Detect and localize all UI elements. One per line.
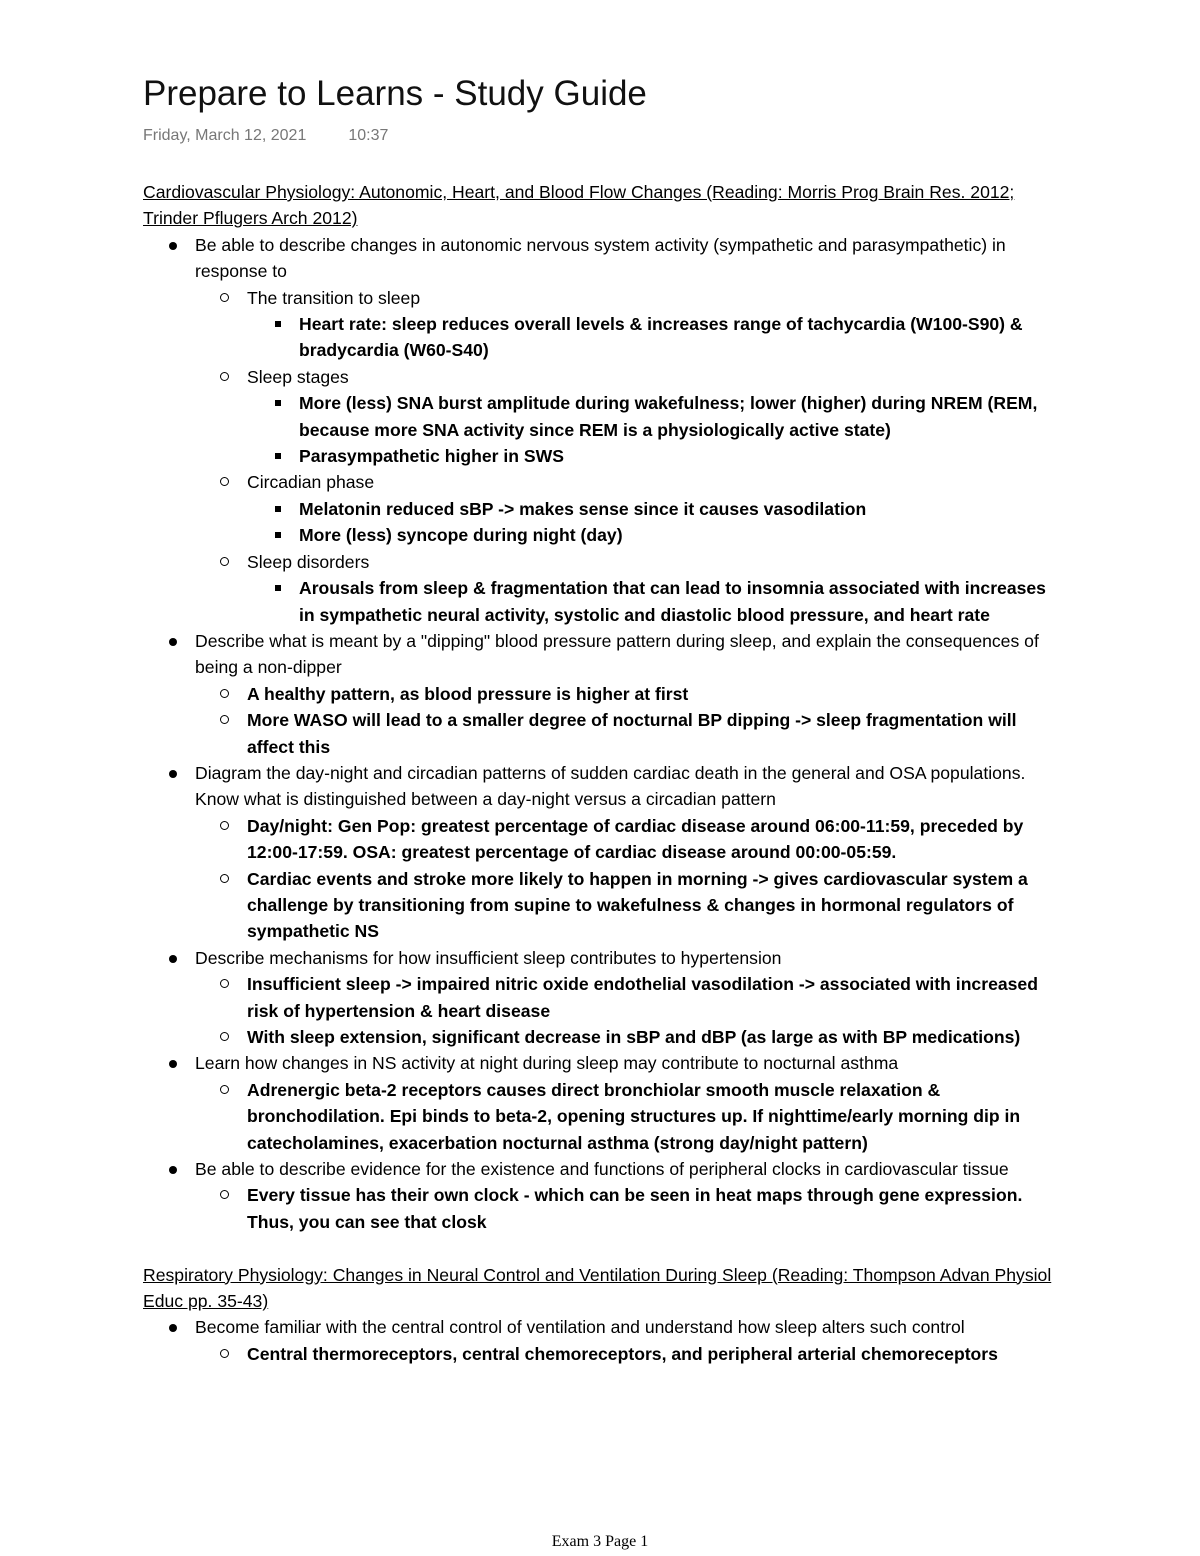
answer-list	[195, 1077, 1063, 1156]
answer-list	[195, 681, 1063, 760]
bullet-disc-icon	[169, 638, 177, 646]
bullet-square-icon	[275, 321, 281, 327]
bullet-circle-icon	[220, 557, 229, 566]
topic-item-text: Learn how changes in NS activity at night during sleep may contribute to nocturnal asthma	[195, 1053, 899, 1074]
answer-item	[195, 1182, 1063, 1235]
subtopic-item-text: Sleep stages	[247, 366, 349, 387]
bullet-circle-icon	[220, 477, 229, 486]
note-date: Friday, March 12, 2021	[143, 127, 307, 144]
bullet-circle-icon	[220, 1190, 229, 1199]
subtopic-item-text: Circadian phase	[247, 472, 375, 493]
page-footer: Exam 3 Page 1	[551, 1533, 649, 1550]
topic-item-text: Be able to describe evidence for the existence and functions of peripheral clocks in cardiovascular tissue	[195, 1159, 1009, 1180]
subtopic-item	[195, 549, 1063, 628]
answer-item	[195, 866, 1063, 945]
answer-item-text: Central thermoreceptors, central chemoreceptors, and peripheral arterial chemoreceptors	[247, 1343, 998, 1364]
answer-item	[195, 813, 1063, 866]
answer-item-text: Heart rate: sleep reduces overall levels & increases range of tachycardia (W100-S90) & bradycardia (W60-S40)	[299, 314, 1023, 361]
bullet-disc-icon	[169, 1060, 177, 1068]
answer-item-text: More (less) SNA burst amplitude during wakefulness; lower (higher) during NREM (REM, because more SNA activity since REM is a physiologically active state)	[299, 393, 1038, 440]
answer-item-text: Cardiac events and stroke more likely to happen in morning -> gives cardiovascular system a challenge by transitioning from supine to wakefulness & changes in hormonal regulators of sympathetic NS	[247, 868, 1028, 942]
bullet-circle-icon	[220, 715, 229, 724]
bullet-circle-icon	[220, 1085, 229, 1094]
section-heading: Cardiovascular Physiology: Autonomic, Heart, and Blood Flow Changes (Reading: Morris Prog Brain Res. 2012; Trinder Pflugers Arch 2012)	[143, 182, 1015, 229]
bullet-circle-icon	[220, 1032, 229, 1041]
subtopic-item	[195, 285, 1063, 364]
answer-item-text: With sleep extension, significant decrease in sBP and dBP (as large as with BP medications)	[247, 1027, 1021, 1047]
subtopic-item	[195, 469, 1063, 548]
answer-item	[247, 496, 1063, 522]
bullet-square-icon	[275, 585, 281, 591]
topic-item-text: Diagram the day-night and circadian patterns of sudden cardiac death in the general and OSA populations. Know what is distinguished between a day-night versus a circadian pattern	[195, 762, 1026, 810]
answer-item-text: Day/night: Gen Pop: greatest percentage of cardiac disease around 06:00-11:59, preceded by 12:00-17:59. OSA: greatest percentage of cardiac disease around 00:00-05:59.	[247, 815, 1024, 863]
topic-item	[143, 945, 1063, 1051]
answer-item-text: Arousals from sleep & fragmentation that can lead to insomnia associated with increases in sympathetic neural activity, systolic and diastolic blood pressure, and heart rate	[299, 578, 1046, 625]
subtopic-list	[195, 285, 1063, 628]
section-gap	[143, 1235, 1063, 1261]
bullet-disc-icon	[169, 242, 177, 250]
bullet-square-icon	[275, 400, 281, 406]
bullet-circle-icon	[220, 1349, 229, 1358]
answer-item	[195, 1077, 1063, 1156]
page-title: Prepare to Learns - Study Guide	[143, 74, 647, 113]
answer-item	[195, 681, 1063, 707]
topic-item	[143, 1314, 1063, 1367]
answer-list	[195, 1341, 1063, 1367]
topic-item-text: Become familiar with the central control of ventilation and understand how sleep alters such control	[195, 1317, 965, 1338]
bullet-circle-icon	[220, 821, 229, 830]
answer-item	[247, 522, 1063, 548]
answer-item-text: Adrenergic beta-2 receptors causes direct bronchiolar smooth muscle relaxation & bronchodilation. Epi binds to beta-2, opening structures up. If nighttime/early morning dip in catecholamines, exacerbation nocturnal asthma (strong day/night pattern)	[247, 1079, 1021, 1153]
bullet-square-icon	[275, 506, 281, 512]
bullet-disc-icon	[169, 1166, 177, 1174]
answer-item-text: Parasympathetic higher in SWS	[299, 446, 564, 467]
notes-body	[143, 179, 1063, 1367]
topic-item	[143, 232, 1063, 628]
answer-list	[247, 575, 1063, 628]
topic-list	[143, 232, 1063, 1235]
topic-item-text: Be able to describe changes in autonomic nervous system activity (sympathetic and parasympathetic) in response to	[195, 234, 1006, 282]
bullet-circle-icon	[220, 372, 229, 381]
topic-item	[143, 628, 1063, 760]
answer-item	[195, 1024, 1063, 1050]
bullet-circle-icon	[220, 293, 229, 302]
subtopic-item-text: Sleep disorders	[247, 551, 370, 572]
topic-item-text: Describe what is meant by a "dipping" blood pressure pattern during sleep, and explain the consequences of being a non-dipper	[195, 630, 1039, 678]
answer-list	[195, 1182, 1063, 1235]
bullet-square-icon	[275, 453, 281, 459]
topic-item	[143, 1050, 1063, 1156]
topic-list	[143, 1314, 1063, 1367]
answer-item	[195, 1341, 1063, 1367]
answer-item-text: Melatonin reduced sBP -> makes sense since it causes vasodilation	[299, 498, 867, 519]
note-time: 10:37	[348, 127, 389, 144]
answer-item-text: Every tissue has their own clock - which can be seen in heat maps through gene expression. Thus, you can see that closk	[247, 1185, 1023, 1232]
answer-list	[247, 311, 1063, 364]
answer-item	[195, 707, 1063, 760]
answer-item	[247, 311, 1063, 364]
answer-list	[247, 390, 1063, 469]
bullet-circle-icon	[220, 689, 229, 698]
answer-item	[247, 390, 1063, 443]
bullet-disc-icon	[169, 1324, 177, 1332]
subtopic-item	[195, 364, 1063, 470]
answer-item	[247, 575, 1063, 628]
answer-list	[247, 496, 1063, 549]
answer-item-text: A healthy pattern, as blood pressure is higher at first	[247, 683, 689, 704]
bullet-square-icon	[275, 532, 281, 538]
bullet-disc-icon	[169, 955, 177, 963]
answer-item	[247, 443, 1063, 469]
bullet-disc-icon	[169, 770, 177, 778]
topic-item	[143, 1156, 1063, 1235]
answer-item	[195, 971, 1063, 1024]
dateline	[143, 127, 388, 145]
answer-list	[195, 813, 1063, 945]
answer-item-text: Insufficient sleep -> impaired nitric oxide endothelial vasodilation -> associated with increased risk of hypertension & heart disease	[247, 974, 1038, 1021]
bullet-circle-icon	[220, 979, 229, 988]
answer-list	[195, 971, 1063, 1050]
bullet-circle-icon	[220, 874, 229, 883]
topic-item-text: Describe mechanisms for how insufficient sleep contributes to hypertension	[195, 947, 782, 968]
topic-item	[143, 760, 1063, 945]
answer-item-text: More (less) syncope during night (day)	[299, 525, 623, 546]
answer-item-text: More WASO will lead to a smaller degree of nocturnal BP dipping -> sleep fragmentation will affect this	[247, 710, 1017, 757]
subtopic-item-text: The transition to sleep	[247, 287, 421, 308]
section-heading: Respiratory Physiology: Changes in Neural Control and Ventilation During Sleep (Reading: Thompson Advan Physiol Educ pp. 35-43)	[143, 1264, 1052, 1312]
